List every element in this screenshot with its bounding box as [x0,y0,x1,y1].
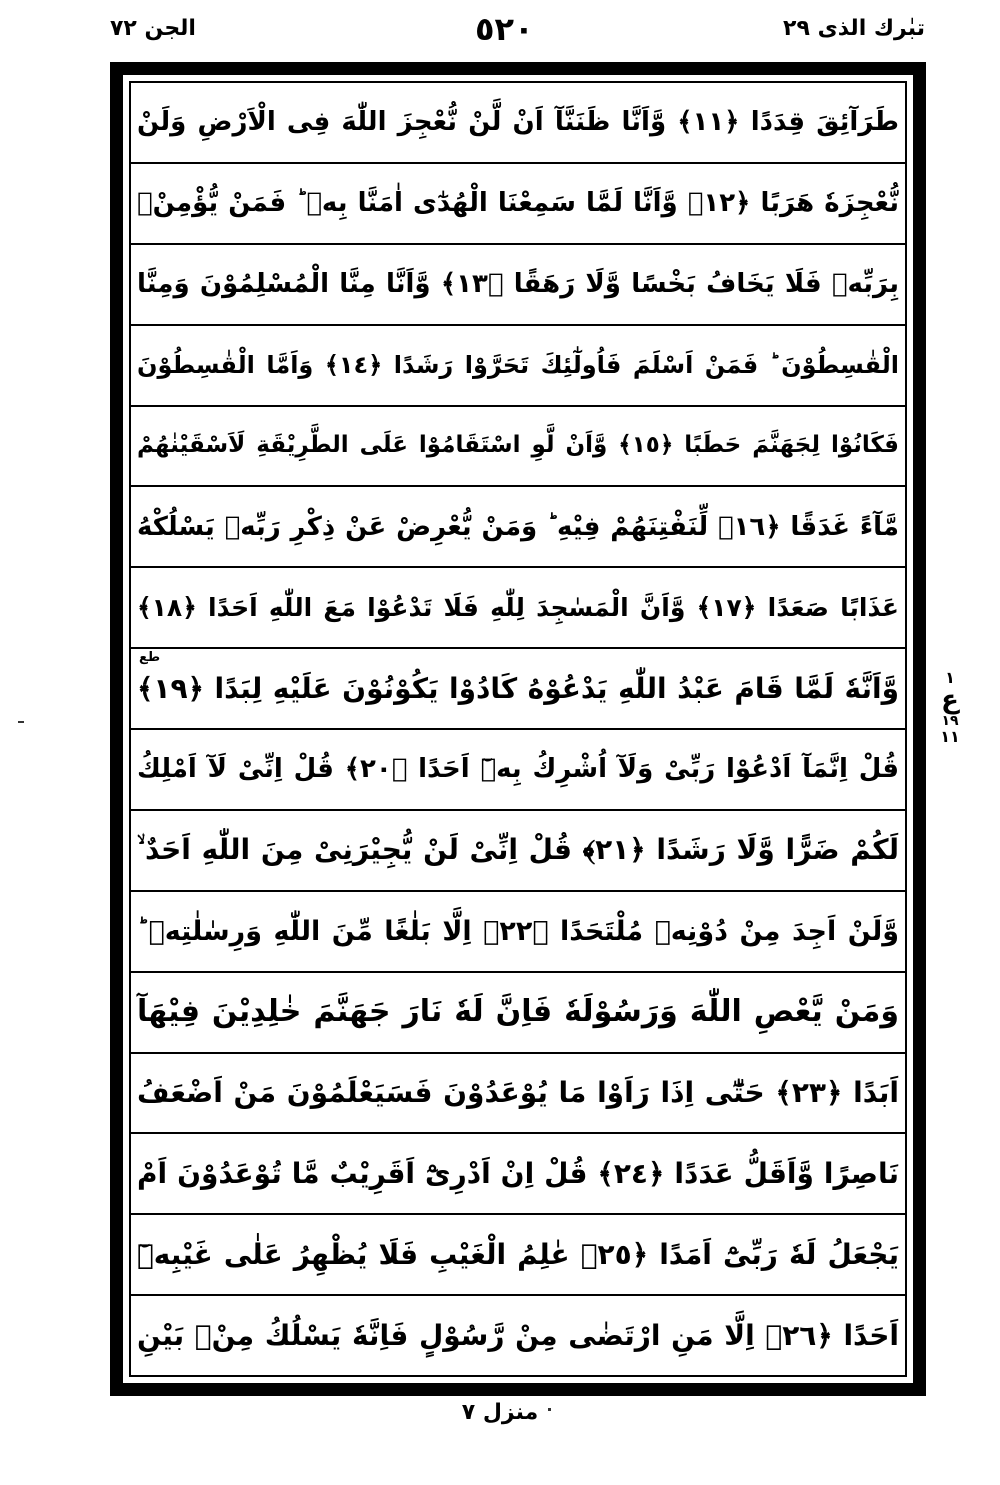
text-line-8 [131,649,905,730]
text-line-6 [131,487,905,568]
text-line-16 [131,1296,905,1375]
text-line-13 [131,1054,905,1135]
scan-speck [548,1408,551,1411]
verse-text: لَكُمْ ضَرًّا وَّلَا رَشَدًا ﴿٢١﴾ قُلْ اِنِّیْ لَنْ یُّجِیْرَنِیْ مِنَ اللّٰهِ اَحَدٌ ۙ [137,833,899,867]
ruku-top: ١ [945,668,955,687]
verse-text: وَّاَنَّهٗ لَمَّا قَامَ عَبْدُ اللّٰهِ یَدْعُوْهُ كَادُوْا یَكُوْنُوْنَ عَلَیْهِ لِبَدًا ﴿١٩﴾ [137,671,899,705]
verse-text: قُلْ اِنَّمَآ اَدْعُوْا رَبِّیْ وَلَآ اُشْرِكُ بِهٖٓ اَحَدًا ﴿٢٠﴾ قُلْ اِنِّیْ لَآ اَمْلِكُ [137,754,899,785]
verse-text: الْقٰسِطُوْنَ ؕ فَمَنْ اَسْلَمَ فَاُولٰٓئِكَ تَحَرَّوْا رَشَدًا ﴿١٤﴾ وَاَمَّا الْقٰسِطُوْنَ [137,351,899,380]
ruku-symbol: ع [941,684,959,715]
verse-text: فَكَانُوْا لِجَهَنَّمَ حَطَبًا ﴿١٥﴾ وَّاَنْ لَّوِ اسْتَقَامُوْا عَلَی الطَّرِیْقَةِ لَاَسْقَیْنٰهُمْ [137,432,899,459]
text-line-3 [131,245,905,326]
verse-text: اَبَدًا ﴿٢٣﴾ حَتّٰٓی اِذَا رَاَوْا مَا یُوْعَدُوْنَ فَسَیَعْلَمُوْنَ مَنْ اَضْعَفُ [137,1075,899,1109]
scan-speck [18,721,24,723]
text-line-15 [131,1215,905,1296]
verse-text: اَحَدًا ﴿٢٦﴾ اِلَّا مَنِ ارْتَضٰی مِنْ رَّسُوْلٍ فَاِنَّهٗ یَسْلُكُ مِنْۢ بَیْنِ [137,1318,900,1352]
section-end-mark: طع [139,650,161,666]
verse-text: طَرَآئِقَ قِدَدًا ﴿١١﴾ وَّاَنَّا ظَنَنَّآ اَنْ لَّنْ نُّعْجِزَ اللّٰهَ فِی الْاَرْضِ وَلَنْ [137,107,899,138]
ornamental-border [110,62,926,1396]
manzil-footer: منزل ٧ [461,1400,539,1425]
text-line-1 [131,83,905,164]
ruku-bottom: ١١ [940,726,960,746]
page-number: ٥٢٠ [475,10,534,48]
verse-text: یَجْعَلُ لَهٗ رَبِّیْٓ اَمَدًا ﴿٢٥﴾ عٰلِمُ الْغَیْبِ فَلَا یُظْهِرُ عَلٰی غَیْبِهٖٓ [137,1237,899,1271]
text-line-12 [131,973,905,1054]
text-area [129,81,907,1377]
verse-text: وَّلَنْ اَجِدَ مِنْ دُوْنِهٖ مُلْتَحَدًا ﴿٢٢﴾ اِلَّا بَلٰغًا مِّنَ اللّٰهِ وَرِسٰلٰتِهٖ ؕ [137,915,899,947]
text-line-2 [131,164,905,245]
text-line-4 [131,326,905,407]
text-line-9 [131,730,905,811]
verse-text: بِرَبِّهٖ فَلَا یَخَافُ بَخْسًا وَّلَا رَهَقًا ﴿١٣﴾ وَّاَنَّا مِنَّا الْمُسْلِمُوْنَ وَمِنَّا [137,269,899,300]
verse-text: وَمَنْ یَّعْصِ اللّٰهَ وَرَسُوْلَهٗ فَاِنَّ لَهٗ نَارَ جَهَنَّمَ خٰلِدِیْنَ فِیْهَآ [137,994,899,1030]
verse-text: عَذَابًا صَعَدًا ﴿١٧﴾ وَّاَنَّ الْمَسٰجِدَ لِلّٰهِ فَلَا تَدْعُوْا مَعَ اللّٰهِ اَحَدًا ﴿١٨﴾ [137,593,900,623]
text-line-7 [131,568,905,649]
text-line-5 [131,407,905,488]
juz-reference: تبٰرك الذی ٢٩ [783,16,925,41]
surah-reference: الجن ٧٢ [110,16,196,41]
page-header [110,10,925,50]
text-line-11 [131,892,905,973]
text-line-14 [131,1134,905,1215]
verse-text: نَاصِرًا وَّاَقَلُّ عَدَدًا ﴿٢٤﴾ قُلْ اِنْ اَدْرِیْٓ اَقَرِیْبٌ مَّا تُوْعَدُوْنَ اَمْ [137,1156,899,1190]
verse-text: نُّعْجِزَهٗ هَرَبًا ﴿١٢﴾ وَّاَنَّا لَمَّا سَمِعْنَا الْهُدٰٓی اٰمَنَّا بِهٖ ؕ فَمَنْ یُّؤْمِنْۢ [137,188,899,219]
verse-text: مَّآءً غَدَقًا ﴿١٦﴾ لِّنَفْتِنَهُمْ فِیْهِ ؕ وَمَنْ یُّعْرِضْ عَنْ ذِكْرِ رَبِّهٖ یَسْلُكْهُ [137,511,900,542]
ruku-marker [930,670,970,746]
ruku-number: ١٩ [941,713,959,730]
text-line-10 [131,811,905,892]
